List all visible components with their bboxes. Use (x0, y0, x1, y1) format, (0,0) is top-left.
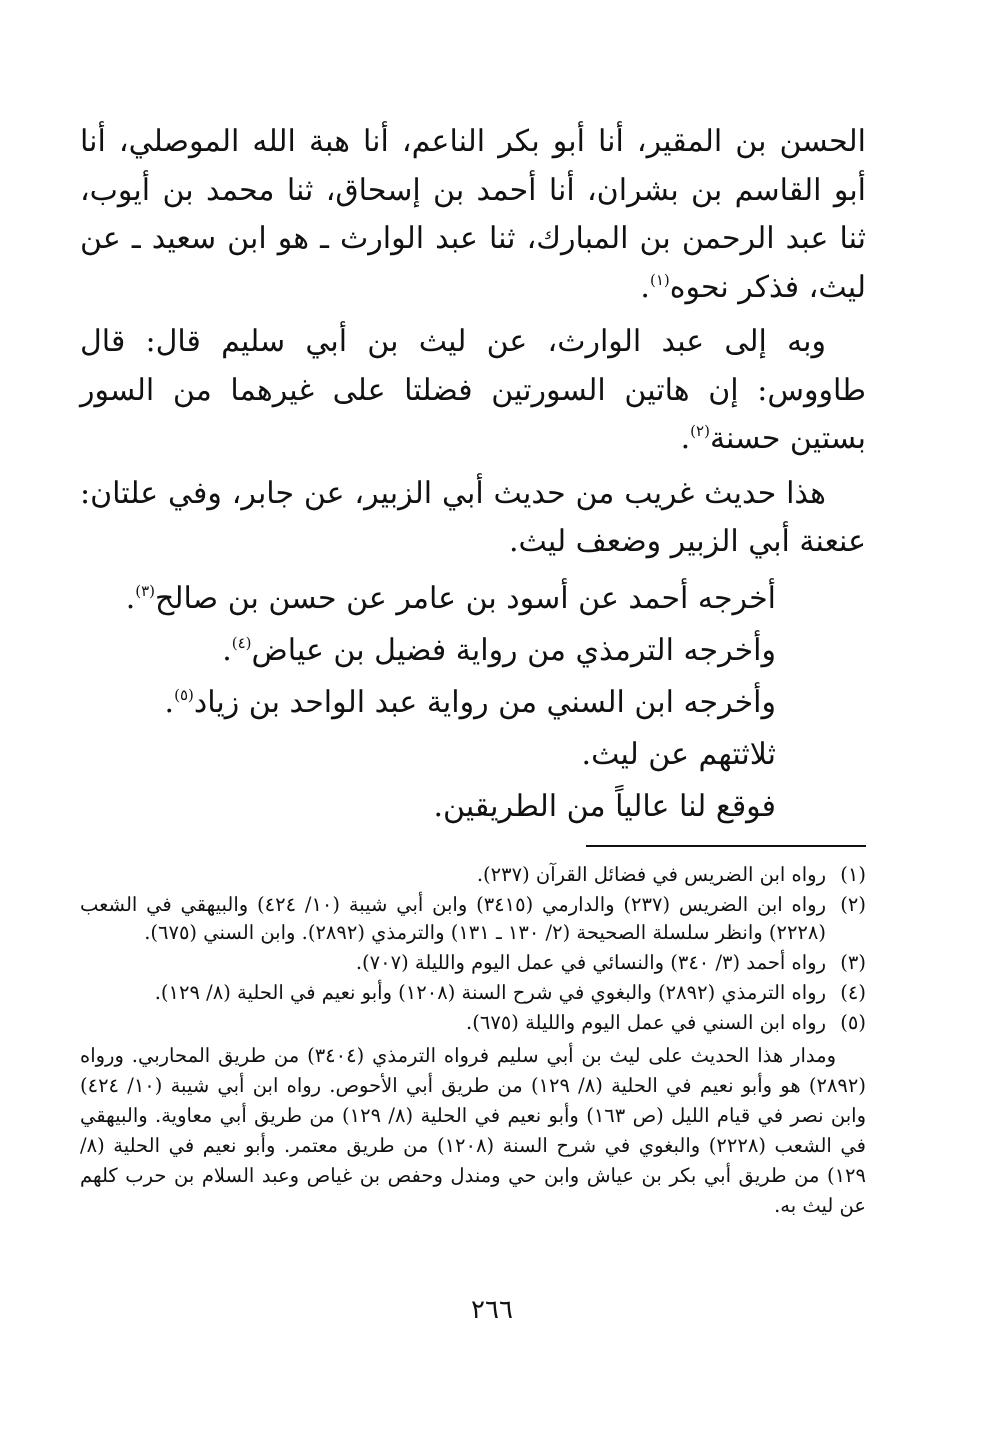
footnote-number: (٣) (840, 950, 866, 974)
paragraph-grading (80, 470, 866, 567)
paragraph-grading-text: هذا حديث غريب من حديث أبي الزبير، عن جابر، وفي علتان: عنعنة أبي الزبير وضعف ليث. (80, 475, 866, 559)
footnote-item (80, 891, 866, 947)
takhrij-line-ibn-sunni: وأخرجه ابن السني من رواية عبد الواحد بن زياد$^{(٥)}$. (164, 684, 776, 720)
footnote-text: رواه ابن السني في عمل اليوم والليلة (٦٧٥). (466, 1010, 826, 1034)
footnote-commentary: ومدار هذا الحديث على ليث بن أبي سليم فرواه الترمذي (٣٤٠٤) من طريق المحاربي. ورواه (٢٨٩٢) هو وأبو نعيم في الحلية (٨/ ١٢٩) من طريق أبي الأحوص. رواه ابن أبي شيبة (١٠/ ٤٢٤) وابن نصر في قيام الليل (ص ١٦٣) وأبو نعيم في الحلية (٨/ ١٢٩) من طريق أبي معاوية. والبيهقي في الشعب (٢٢٢٨) والبغوي في شرح السنة (١٢٠٨) من طريق معتمر. وأبو نعيم في الحلية (٨/ ١٢٩) من طريق أبي بكر بن عياش وابن حي ومندل وحفص بن غياص وعبد السلام بن حرب كلهم عن ليث به. (80, 1043, 867, 1217)
footnote-ref-2[interactable]: (٢) (690, 422, 710, 440)
footnote-ref-5[interactable]: (٥) (174, 685, 194, 704)
takhrij-block (80, 573, 866, 833)
paragraph-isnad: الحسن بن المقير، أنا أبو بكر الناعم، أنا هبة الله الموصلي، أنا أبو القاسم بن بشران، أنا أحمد بن إسحاق، ثنا محمد بن أيوب، ثنا عبد الرحمن بن المبارك، ثنا عبد الوارث ـ هو ابن سعيد ـ عن ليث، فذكر نحوه$^{(١)}$. (80, 124, 866, 305)
paragraph-isnad-text: الحسن بن المقير، أنا أبو بكر الناعم، أنا هبة الله الموصلي، أنا أبو القاسم بن بشران، أنا أحمد بن إسحاق، ثنا محمد بن أيوب، ثنا عبد الرحمن بن المبارك، ثنا عبد الوارث ـ هو ابن سعيد ـ عن ليث، فذكر نحوه (80, 124, 866, 305)
footnote-number: (١) (840, 862, 866, 886)
takhrij-line-conclusion: فوقع لنا عالياً من الطريقين. (433, 788, 776, 824)
footnote-ref-3[interactable]: (٣) (135, 581, 156, 600)
footnote-item (80, 861, 866, 889)
footnote-item (80, 1009, 866, 1037)
takhrij-line-all-three: ثلاثتهم عن ليث. (581, 736, 776, 772)
footnote-text: رواه الترمذي (٢٨٩٢) والبغوي في شرح السنة (١٢٠٨) وأبو نعيم في الحلية (٨/ ١٢٩). (154, 980, 826, 1004)
footnote-text: رواه أحمد (٣/ ٣٤٠) والنسائي في عمل اليوم والليلة (٧٠٧). (355, 950, 826, 974)
takhrij-line-ahmad: أخرجه أحمد عن أسود بن عامر عن حسن بن صالح$^{(٣)}$. (125, 580, 776, 616)
footnote-ref-1[interactable]: (١) (649, 270, 670, 289)
footnote-number: (٥) (840, 1010, 866, 1034)
paragraph-tawus-text: وبه إلى عبد الوارث، عن ليث بن أبي سليم قال: قال طاووس: إن هاتين السورتين فضلتا على غيرهما من السور بستين حسنة (80, 324, 866, 456)
footnotes (80, 861, 866, 1221)
footnote-item (80, 949, 866, 977)
footnote-number: (٢) (840, 892, 866, 916)
footnote-ref-4[interactable]: (٤) (231, 633, 252, 652)
page-body (80, 118, 866, 1221)
paragraph-tawus: وبه إلى عبد الوارث، عن ليث بن أبي سليم قال: قال طاووس: إن هاتين السورتين فضلتا على غيرهما من السور بستين حسنة$^{(٢)}$. (80, 324, 866, 456)
footnote-text: رواه ابن الضريس (٢٣٧) والدارمي (٣٤١٥) وابن أبي شيبة (١٠/ ٤٢٤) والبيهقي في الشعب (٢٢٢٨) وانظر سلسلة الصحيحة (٢/ ١٣٠ ـ ١٣١) والترمذي (٢٨٩٢). وابن السني (٦٧٥). (80, 892, 826, 944)
takhrij-line-tirmidhi: وأخرجه الترمذي من رواية فضيل بن عياض$^{(٤)}$. (222, 632, 776, 668)
footnote-number: (٤) (840, 980, 866, 1004)
footnote-item (80, 979, 866, 1007)
page-number: ٢٦٦ (471, 1295, 513, 1325)
footnote-separator (586, 845, 866, 847)
footnote-text: رواه ابن الضريس في فضائل القرآن (٢٣٧). (476, 862, 826, 886)
